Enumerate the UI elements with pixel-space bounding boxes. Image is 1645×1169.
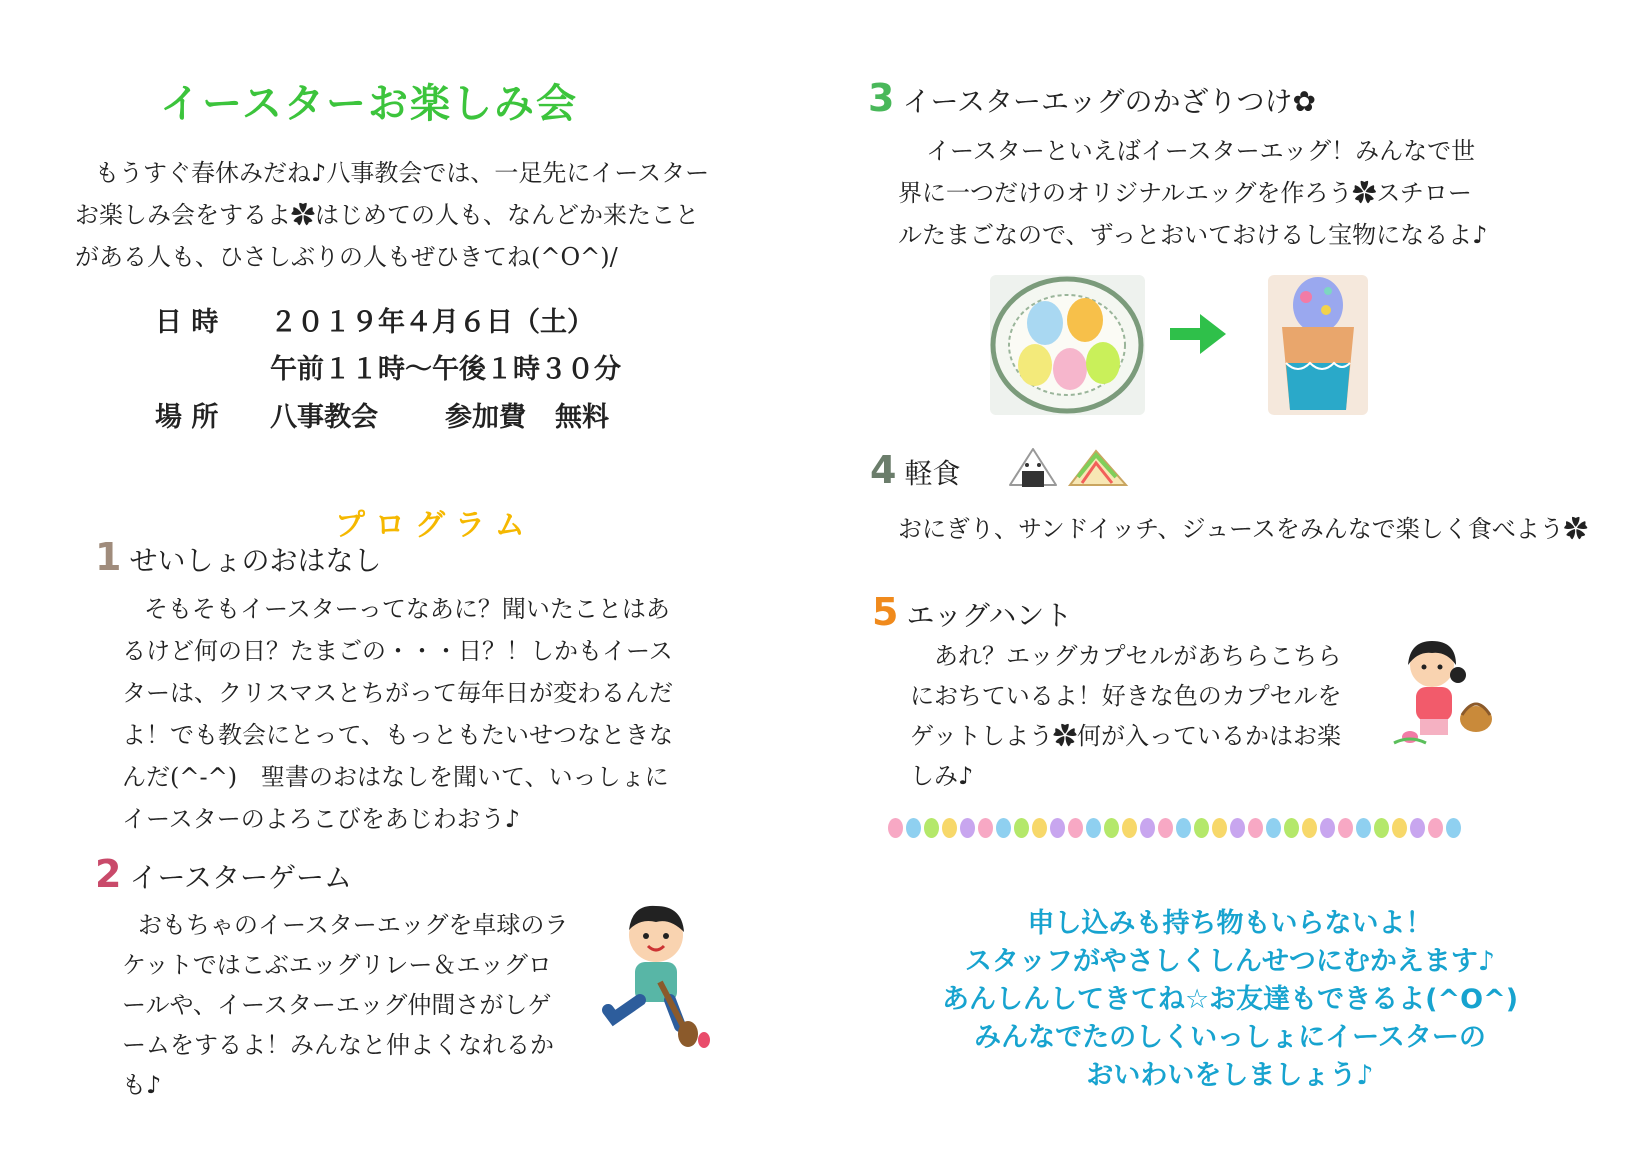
section-5-heading [872,590,1072,634]
program-title: プログラム [335,508,535,543]
place-value: 八事教会 [270,402,378,433]
closing-line: みんなでたのしくいっしょにイースターの [974,1022,1486,1053]
section-4-body: おにぎり、サンドイッチ、ジュースをみんなで楽しく食べよう✿ [898,515,1588,543]
section-4-number: 4 [870,448,897,492]
closing-line: 申し込みも持ち物もいらないよ！ [1027,908,1433,939]
section-2-heading [95,852,352,896]
intro-text: もうすぐ春休みだね♪八事教会では、一足先にイースター お楽しみ会をするよ✿はじめての人も、なんどか来たことがある人も、ひさしぶりの人もぜひきてね(^O^)/ [75,159,710,271]
egg-bowl-image [990,275,1145,415]
closing-message [900,905,1560,1095]
fee-label: 参加費 [445,402,526,433]
section-1-number: 1 [95,535,122,579]
closing-line: おいわいをしましょう♪ [1086,1060,1374,1091]
section-1-heading [95,535,381,579]
section-3-number: 3 [868,76,895,120]
egg-border [888,818,1478,840]
fee-value: 無料 [555,402,609,433]
section-4-title: 軽食 [904,457,961,490]
section-3-heading [868,76,1316,120]
section-5-body: あれ？エッグカプセルがあちらこちらにおちているよ！好きな色のカプセルをゲットしよう✿何が入っているかはお楽しみ♪ [910,642,1342,790]
section-2-title: イースターゲーム [129,861,353,894]
page-title: イースターお楽しみ会 [160,81,578,127]
section-5-number: 5 [872,590,899,634]
section-3-body: イースターといえばイースターエッグ！みんなで世界に一つだけのオリジナルエッグを作ろう✿スチロールたまごなので、ずっとおいておけるし宝物になるよ♪ [898,137,1488,249]
time-value: 午前１１時～午後１時３０分 [270,354,621,385]
sandwich-icon [1066,447,1130,489]
place-label: 場 所 [155,402,219,433]
boy-playing-icon [600,900,710,1050]
decorated-egg-cup-image [1268,275,1368,415]
section-2-body: おもちゃのイースターエッグを卓球のラケットではこぶエッグリレー＆エッグロールや、イースターエッグ仲間さがしゲームをするよ！みんなと仲よくなれるかも♪ [122,911,569,1099]
section-4-heading [870,448,960,492]
closing-line: あんしんしてきてね☆お友達もできるよ(^O^) [941,984,1519,1015]
onigiri-icon [1008,447,1058,489]
section-2-number: 2 [95,852,122,896]
closing-line: スタッフがやさしくしんせつにむかえます♪ [964,946,1496,977]
girl-easter-basket-icon [1390,635,1500,750]
section-1-body: そもそもイースターってなあに？聞いたことはあるけど何の日？たまごの・・・日？！しかもイースターは、クリスマスとちがって毎年日が変わるんだよ！でも教会にとって、もっともたいせつなときなんだ(^-^) 聖書のおはなしを聞いて、いっしょにイースターのよろこびをあじわおう♪ [122,595,674,833]
arrow-icon [1168,310,1230,358]
section-1-title: せいしょのおはなし [129,544,382,577]
date-label: 日 時 [155,307,219,338]
section-3-title: イースターエッグのかざりつけ✿ [902,85,1316,118]
section-5-title: エッグハント [906,599,1073,632]
date-value: ２０１９年４月６日（土） [270,307,594,338]
